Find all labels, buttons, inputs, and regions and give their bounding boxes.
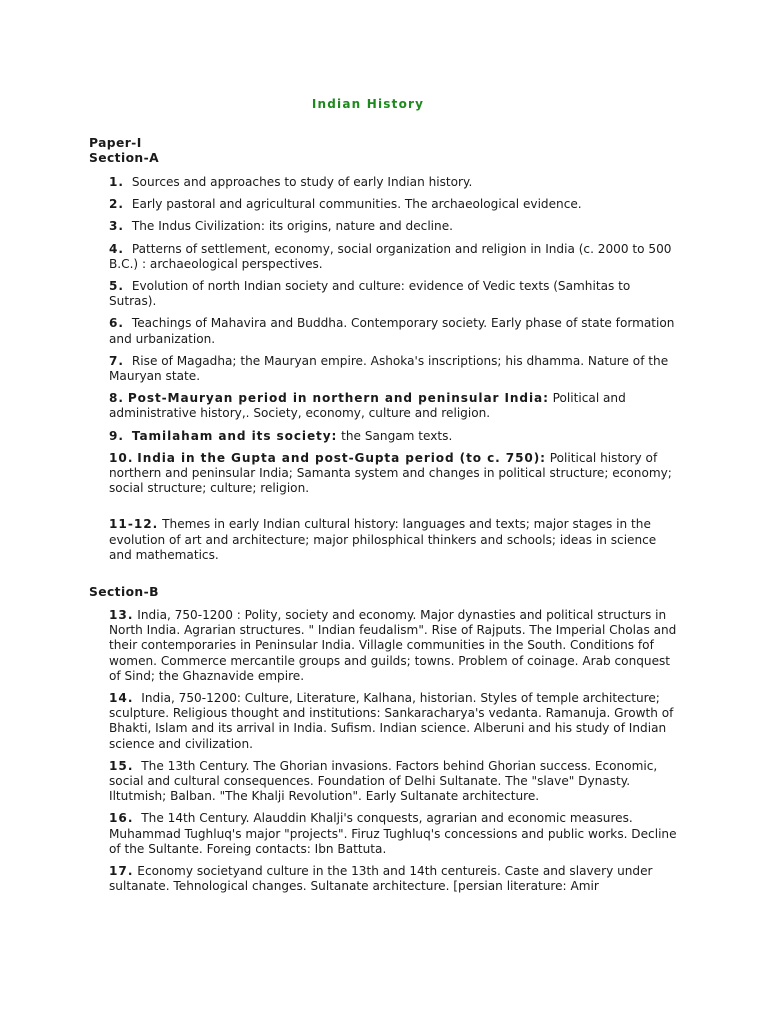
list-item: 17. Economy societyand culture in the 13th and 14th centureis. Caste and slavery under sultanate. Tehnological changes. Sultanate architecture. [persian literature: Amir (109, 864, 653, 894)
list-item: 9. Tamilaham and its society: the Sangam texts. (109, 428, 453, 443)
list-item: 1. Sources and approaches to study of early Indian history. (109, 175, 473, 189)
list-item: 11-12. Themes in early Indian cultural history: languages and texts; major stages in the evolution of art and architecture; major philosphical thinkers and schools; ideas in science and mathematics. (109, 517, 657, 562)
list-item: 15. The 13th Century. The Ghorian invasions. Factors behind Ghorian success. Economic, social and cultural consequences. Foundation of Delhi Sultanate. The "slave" Dynasty. Iltutmish; Balban. "The Khalji Revolution". Early Sultanate architecture. (109, 758, 658, 804)
list-item: 13. India, 750-1200 : Polity, society and economy. Major dynasties and political structurs in North India. Agrarian structures. " Indian feudalism". Rise of Rajputs. The Imperial Cholas and their contemporaries in Peninsular India. Villagle communities in the South. Conditions fof women. Commerce mercantile groups and guilds; towns. Problem of coinage. Arab conquest of Sind; the Ghaznavide empire. (109, 608, 677, 683)
list-item: 2. Early pastoral and agricultural communities. The archaeological evidence. (109, 197, 582, 212)
list-item: 5. Evolution of north Indian society and culture: evidence of Vedic texts (Samhitas to Sutras). (109, 279, 631, 309)
section-a-list (109, 175, 679, 570)
list-item: 7. Rise of Magadha; the Mauryan empire. Ashoka's inscriptions; his dhamma. Nature of the Mauryan state. (109, 353, 669, 384)
list-item: 6. Teachings of Mahavira and Buddha. Contemporary society. Early phase of state formation and urbanization. (109, 316, 675, 346)
list-item: 16. The 14th Century. Alauddin Khalji's conquests, agrarian and economic measures. Muhammad Tughluq's major "projects". Firuz Tughluq's concessions and public works. Decline of the Sultante. Foreing contacts: Ibn Battuta. (109, 811, 677, 856)
list-item: 3. The Indus Civilization: its origins, nature and decline. (109, 219, 453, 234)
section-b-heading: Section-B (89, 585, 159, 599)
document-title: Indian History (311, 97, 425, 111)
list-item: 4. Patterns of settlement, economy, social organization and religion in India (c. 2000 to 500 B.C.) : archaeological perspectives. (109, 241, 672, 271)
paper-heading: Paper-I (89, 136, 142, 150)
section-a-heading: Section-A (89, 151, 160, 165)
section-b-list (109, 608, 679, 901)
list-item: 8. Post-Mauryan period in northern and peninsular India: Political and administrative history,. Society, economy, culture and religion. (109, 391, 626, 421)
list-item: 14. India, 750-1200: Culture, Literature, Kalhana, historian. Styles of temple architecture; sculpture. Religious thought and institutions: Sankaracharya's vedanta. Ramanuja. Growth of Bhakti, Islam and its arrival in India. Sufism. Indian science. Alberuni and his study of Indian science and civilization. (109, 691, 674, 751)
list-item: 10. India in the Gupta and post-Gupta period (to c. 750): Political history of northern and peninsular India; Samanta system and changes in political structure; economy; social structure; culture; religion. (109, 450, 672, 496)
